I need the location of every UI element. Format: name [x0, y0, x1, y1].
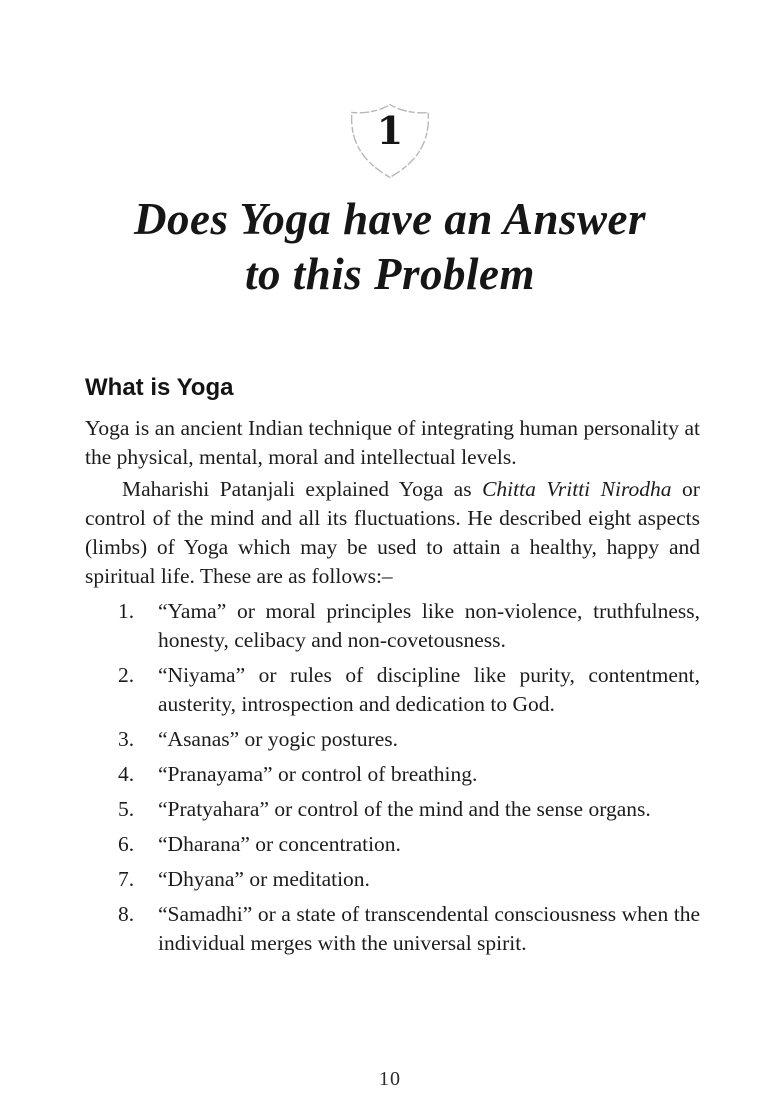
list-item-text: “Dhyana” or meditation. — [158, 867, 370, 891]
list-item-number: 1. — [118, 599, 135, 623]
list-item-number: 5. — [118, 797, 135, 821]
page-content — [0, 374, 780, 958]
chapter-number: 1 — [376, 108, 404, 153]
list-item-text: “Samadhi” or a state of transcendental consciousness when the individual merges with the universal spirit. — [158, 902, 700, 955]
paragraph-1: Yoga is an ancient Indian technique of integrating human personality at the physical, mental, moral and intellectual levels. — [85, 416, 700, 469]
chapter-title — [0, 192, 780, 302]
list-item-text: “Yama” or moral principles like non-violence, truthfulness, honesty, celibacy and non-covetousness. — [158, 599, 700, 652]
eight-limbs-list — [85, 597, 700, 958]
chapter-title-line1: Does Yoga have an Answer — [133, 194, 647, 244]
list-item — [85, 661, 700, 719]
list-item-number: 7. — [118, 867, 135, 891]
chapter-title-line2: to this Problem — [244, 249, 536, 299]
list-item-number: 6. — [118, 832, 135, 856]
italic-phrase: Chitta Vritti Nirodha — [482, 477, 672, 501]
list-item-text: “Asanas” or yogic postures. — [158, 727, 399, 751]
list-item — [85, 900, 700, 958]
paragraph-2 — [85, 475, 700, 591]
list-item — [85, 865, 700, 894]
list-item-number: 3. — [118, 727, 135, 751]
list-item — [85, 830, 700, 859]
list-item-text: “Niyama” or rules of discipline like purity, contentment, austerity, introspection and dedication to God. — [158, 663, 700, 716]
list-item-number: 4. — [118, 762, 135, 786]
chapter-badge — [0, 102, 780, 180]
list-item-text: “Pranayama” or control of breathing. — [158, 762, 478, 786]
list-item-number: 2. — [118, 663, 135, 687]
text-segment: Maharishi Patanjali explained Yoga as — [122, 477, 483, 501]
list-item-text: “Pratyahara” or control of the mind and the sense organs. — [158, 797, 651, 821]
list-item — [85, 725, 700, 754]
text-segment: or control of the mind and all its fluctuations. He described eight aspects (limbs) of Yoga which may be used to attain a healthy, happy and spiritual life. These are as follows:– — [85, 477, 700, 588]
section-heading: What is Yoga — [85, 374, 234, 401]
list-item — [85, 597, 700, 655]
chapter-shield-icon — [346, 102, 434, 180]
list-item — [85, 760, 700, 789]
list-item — [85, 795, 700, 824]
page-number: 10 — [379, 1068, 401, 1090]
list-item-text: “Dharana” or concentration. — [158, 832, 401, 856]
list-item-number: 8. — [118, 902, 135, 926]
